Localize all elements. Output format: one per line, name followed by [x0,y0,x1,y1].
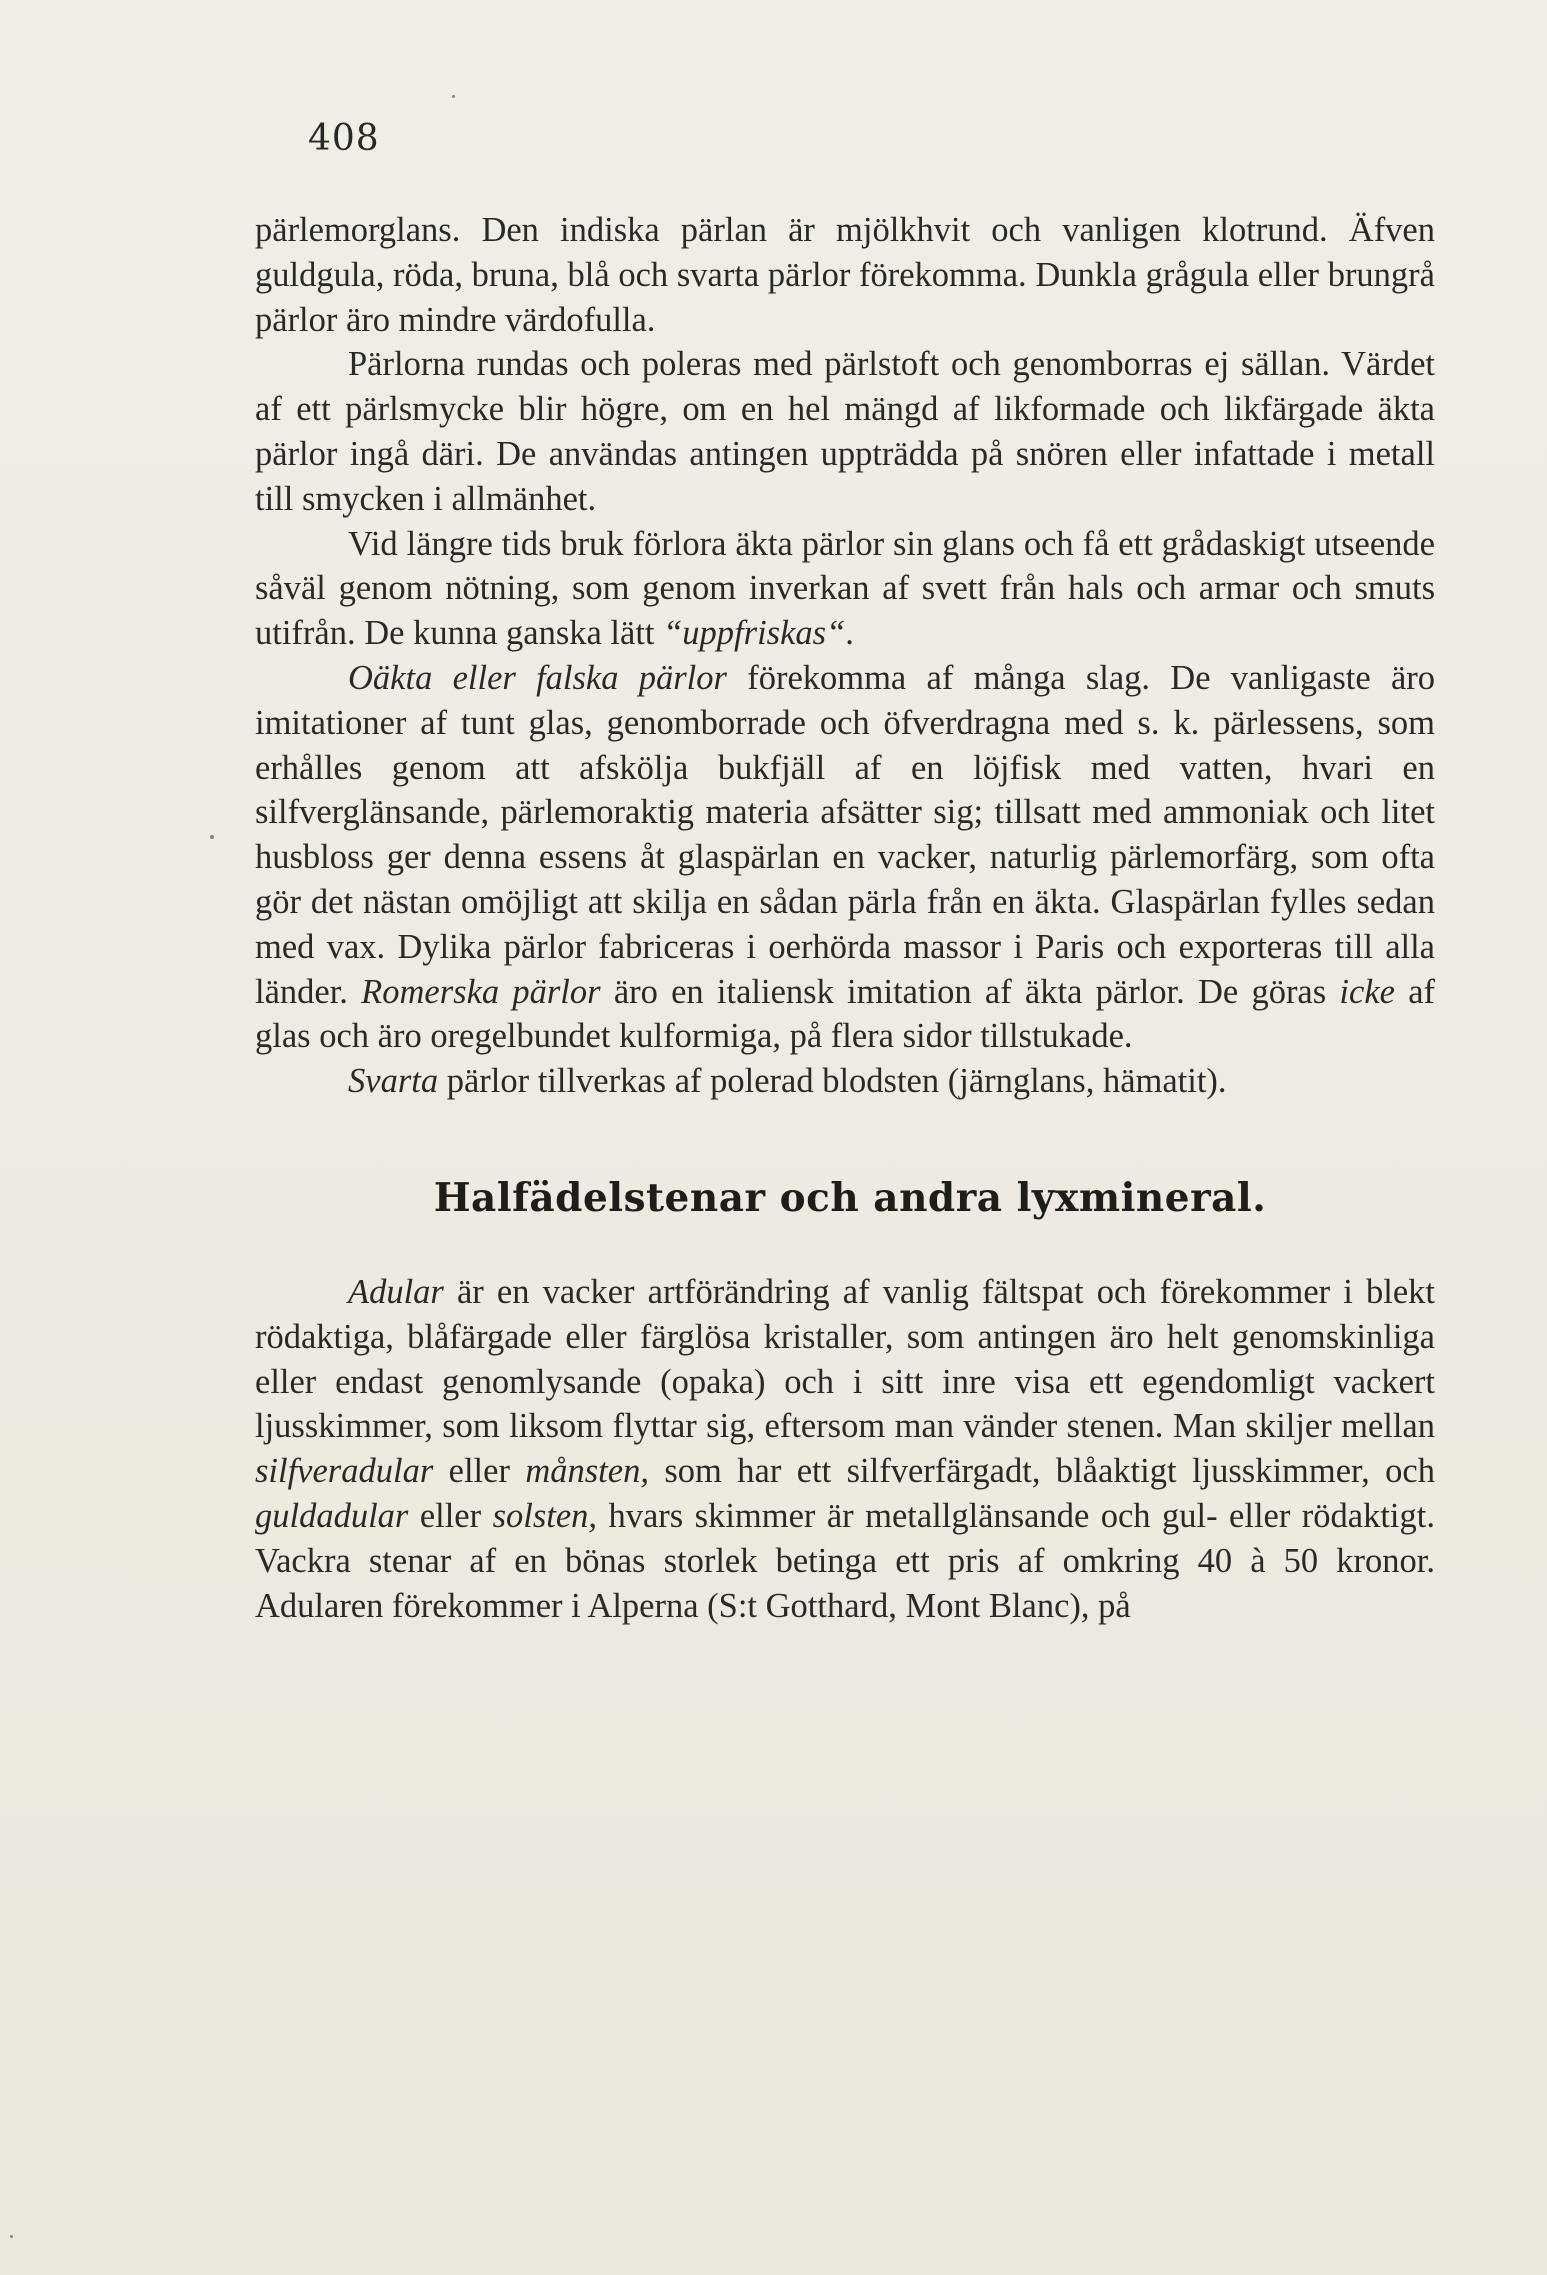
paragraph-3-text: Vid längre tids bruk förlora äkta pärlor sin glans och få ett grådaskigt utseende såväl genom nötning, som genom inverkan af svett från hals och armar och smuts utifrån. De kunna ganska lätt [255,524,1435,653]
paragraph-4-text-3: af glas och äro oregelbundet kulformiga, på flera sidor tillstukade. [255,972,1435,1056]
paragraph-2-text: Pärlorna rundas och poleras med pärlstoft och genomborras ej sällan. Värdet af ett pärlsmycke blir högre, om en hel mängd af likformade och likfärgade äkta pärlor ingå däri. De användas antingen uppträdda på snören eller infattade i metall till smycken i allmänhet. [255,345,1435,518]
paragraph-6-text-3: som har ett silfverfärgadt, blåaktigt ljusskimmer, och [648,1452,1435,1491]
paragraph-4 [255,656,1435,1059]
paragraph-5-italic: Svarta [348,1062,439,1101]
paragraph-4-italic-3: icke [1339,972,1395,1011]
paragraph-2 [255,342,1435,521]
paragraph-6-italic-2: silfveradular [255,1452,434,1491]
paper-speck [210,835,214,839]
paragraph-5-text: pärlor tillverkas af polerad blodsten (järnglans, hämatit). [438,1062,1227,1101]
paragraph-6-italic-5: solsten, [492,1496,598,1535]
paragraph-6-italic-3: månsten, [525,1452,649,1491]
paragraph-5 [255,1059,1435,1104]
paper-speck [452,95,455,98]
paragraph-6 [255,1270,1435,1628]
paragraph-4-text-2: äro en italiensk imitation af äkta pärlor. De göras [600,972,1340,1011]
paragraph-6-text-4: eller [408,1496,493,1535]
paragraph-6-italic-4: guldadular [255,1496,409,1535]
paragraph-1-text: pärlemorglans. Den indiska pärlan är mjölkhvit och vanligen klotrund. Äfven guldgula, röda, bruna, blå och svarta pärlor förekomma. Dunkla grågula eller brungrå pärlor äro mindre värdofulla. [255,211,1435,339]
paragraph-1 [255,208,1435,342]
paragraph-4-italic-2: Romerska pärlor [361,972,601,1011]
paragraph-6-italic-1: Adular [348,1272,444,1311]
paragraph-6-text-1: är en vacker artförändring af vanlig fältspat och förekommer i blekt rödaktiga, blåfärgade eller färglösa kristaller, som antingen äro helt genomskinliga eller endast genomlysande (opaka) och i sitt inre visa ett egendomligt vackert ljusskimmer, som liksom flyttar sig, eftersom man vänder stenen. Man skiljer mellan [255,1272,1435,1446]
body-text [255,208,1435,1628]
paragraph-4-text-1: förekomma af många slag. De vanligaste äro imitationer af tunt glas, genomborrade och öfverdragna med s. k. pärlessens, som erhålles genom att afskölja bukfjäll af en löjfisk med vatten, hvari en silfverglänsande, pärlemoraktig materia afsätter sig; tillsatt med ammoniak och litet husbloss ger denna essens åt glaspärlan en vacker, naturlig pärlemorfärg, som ofta gör det nästan omöjligt att skilja en sådan pärla från en äkta. Glaspärlan fylles sedan med vax. Dylika pärlor fabriceras i oerhörda massor i Paris och exporteras till alla länder. [255,658,1435,1011]
section-heading: Halfädelstenar och andra lyxmineral. [433,1174,1267,1221]
paragraph-6-text-2: eller [433,1452,526,1491]
paragraph-6-text-5: hvars skimmer är metallglänsande och gul- eller rödaktigt. Vackra stenar af en bönas storlek betinga ett pris af omkring 40 à 50 kronor. Adularen förekommer i Alperna (S:t Gotthard, Mont Blanc), på [255,1496,1435,1625]
paragraph-3 [255,522,1435,656]
paragraph-3-end: . [845,614,854,653]
paper-speck [10,2235,13,2238]
page-number: 408 [308,118,380,159]
paragraph-4-italic-1: Oäkta eller falska pärlor [348,658,727,697]
paragraph-3-italic: “uppfriskas“ [663,614,846,653]
